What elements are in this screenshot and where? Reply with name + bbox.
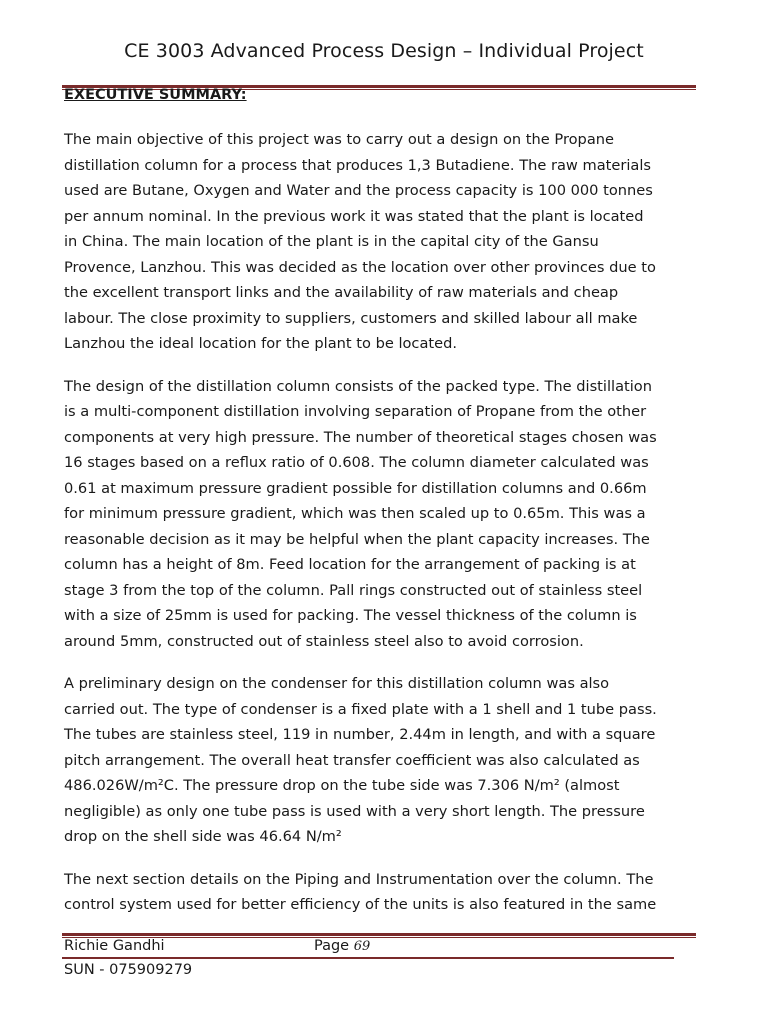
paragraph	[64, 671, 704, 850]
paragraph-line: is a multi-component distillation involving separation of Propane from the other	[64, 403, 647, 420]
paragraph-line: for minimum pressure gradient, which was then scaled up to 0.65m. This was a	[64, 505, 646, 522]
footer-page-label: Page	[314, 938, 350, 954]
paragraph-line: Provence, Lanzhou. This was decided as the location over other provinces due to	[64, 258, 656, 276]
footer-rule-bottom	[62, 957, 674, 959]
paragraph-line: Lanzhou the ideal location for the plant to be located.	[64, 335, 458, 352]
paragraph-line: The main objective of this project was to carry out a design on the Propane	[64, 131, 614, 148]
paragraph-line: with a size of 25mm is used for packing. The vessel thickness of the column is	[64, 607, 637, 624]
paragraph-line: negligible) as only one tube pass is used with a very short length. The pressure	[64, 802, 645, 820]
paragraph-line: The next section details on the Piping and Instrumentation over the column. The	[64, 870, 654, 888]
paragraph-line: 0.61 at maximum pressure gradient possible for distillation columns and 0.66m	[64, 479, 647, 497]
paragraph-line: A preliminary design on the condenser for this distillation column was also	[64, 675, 610, 692]
body-text	[64, 127, 704, 935]
paragraph-line: in China. The main location of the plant is in the capital city of the Gansu	[64, 233, 599, 250]
paragraph-line: drop on the shell side was 46.64 N/m²	[64, 828, 342, 845]
paragraph-line: distillation column for a process that produces 1,3 Butadiene. The raw materials	[64, 156, 652, 174]
footer-page-number: 69	[353, 939, 371, 954]
paragraph	[64, 127, 704, 357]
page-header-title: CE 3003 Advanced Process Design – Individual Project	[124, 40, 644, 62]
paragraph-line: The tubes are stainless steel, 119 in number, 2.44m in length, and with a square	[64, 726, 656, 743]
paragraph	[64, 374, 704, 655]
paragraph-line: components at very high pressure. The number of theoretical stages chosen was	[64, 428, 657, 446]
paragraph-line: 486.026W/m²C. The pressure drop on the tube side was 7.306 N/m² (almost	[64, 777, 620, 794]
paragraph-line: carried out. The type of condenser is a fixed plate with a 1 shell and 1 tube pass.	[64, 700, 657, 718]
paragraph-line: around 5mm, constructed out of stainless steel also to avoid corrosion.	[64, 632, 584, 650]
paragraph-line: control system used for better efficiency of the units is also featured in the same	[64, 896, 657, 913]
paragraph-line: column has a height of 8m. Feed location for the arrangement of packing is at	[64, 556, 636, 573]
footer-author: Richie Gandhi	[64, 938, 165, 954]
paragraph-line: per annum nominal. In the previous work it was stated that the plant is located	[64, 207, 644, 225]
paragraph-line: 16 stages based on a reflux ratio of 0.608. The column diameter calculated was	[64, 454, 649, 471]
footer-student-id: SUN - 075909279	[64, 962, 193, 978]
paragraph-line: the excellent transport links and the availability of raw materials and cheap	[64, 284, 619, 301]
paragraph-line: stage 3 from the top of the column. Pall rings constructed out of stainless steel	[64, 581, 643, 599]
paragraph-line: reasonable decision as it may be helpful when the plant capacity increases. The	[64, 530, 650, 548]
paragraph-line: pitch arrangement. The overall heat transfer coefficient was also calculated as	[64, 751, 640, 769]
paragraph	[64, 867, 704, 918]
paragraph-line: The design of the distillation column consists of the packed type. The distillation	[64, 377, 652, 395]
paragraph-line: used are Butane, Oxygen and Water and the process capacity is 100 000 tonnes	[64, 182, 653, 199]
paragraph-line: labour. The close proximity to suppliers, customers and skilled labour all make	[64, 309, 638, 327]
section-heading: EXECUTIVE SUMMARY:	[64, 87, 247, 103]
footer-page	[314, 938, 370, 954]
